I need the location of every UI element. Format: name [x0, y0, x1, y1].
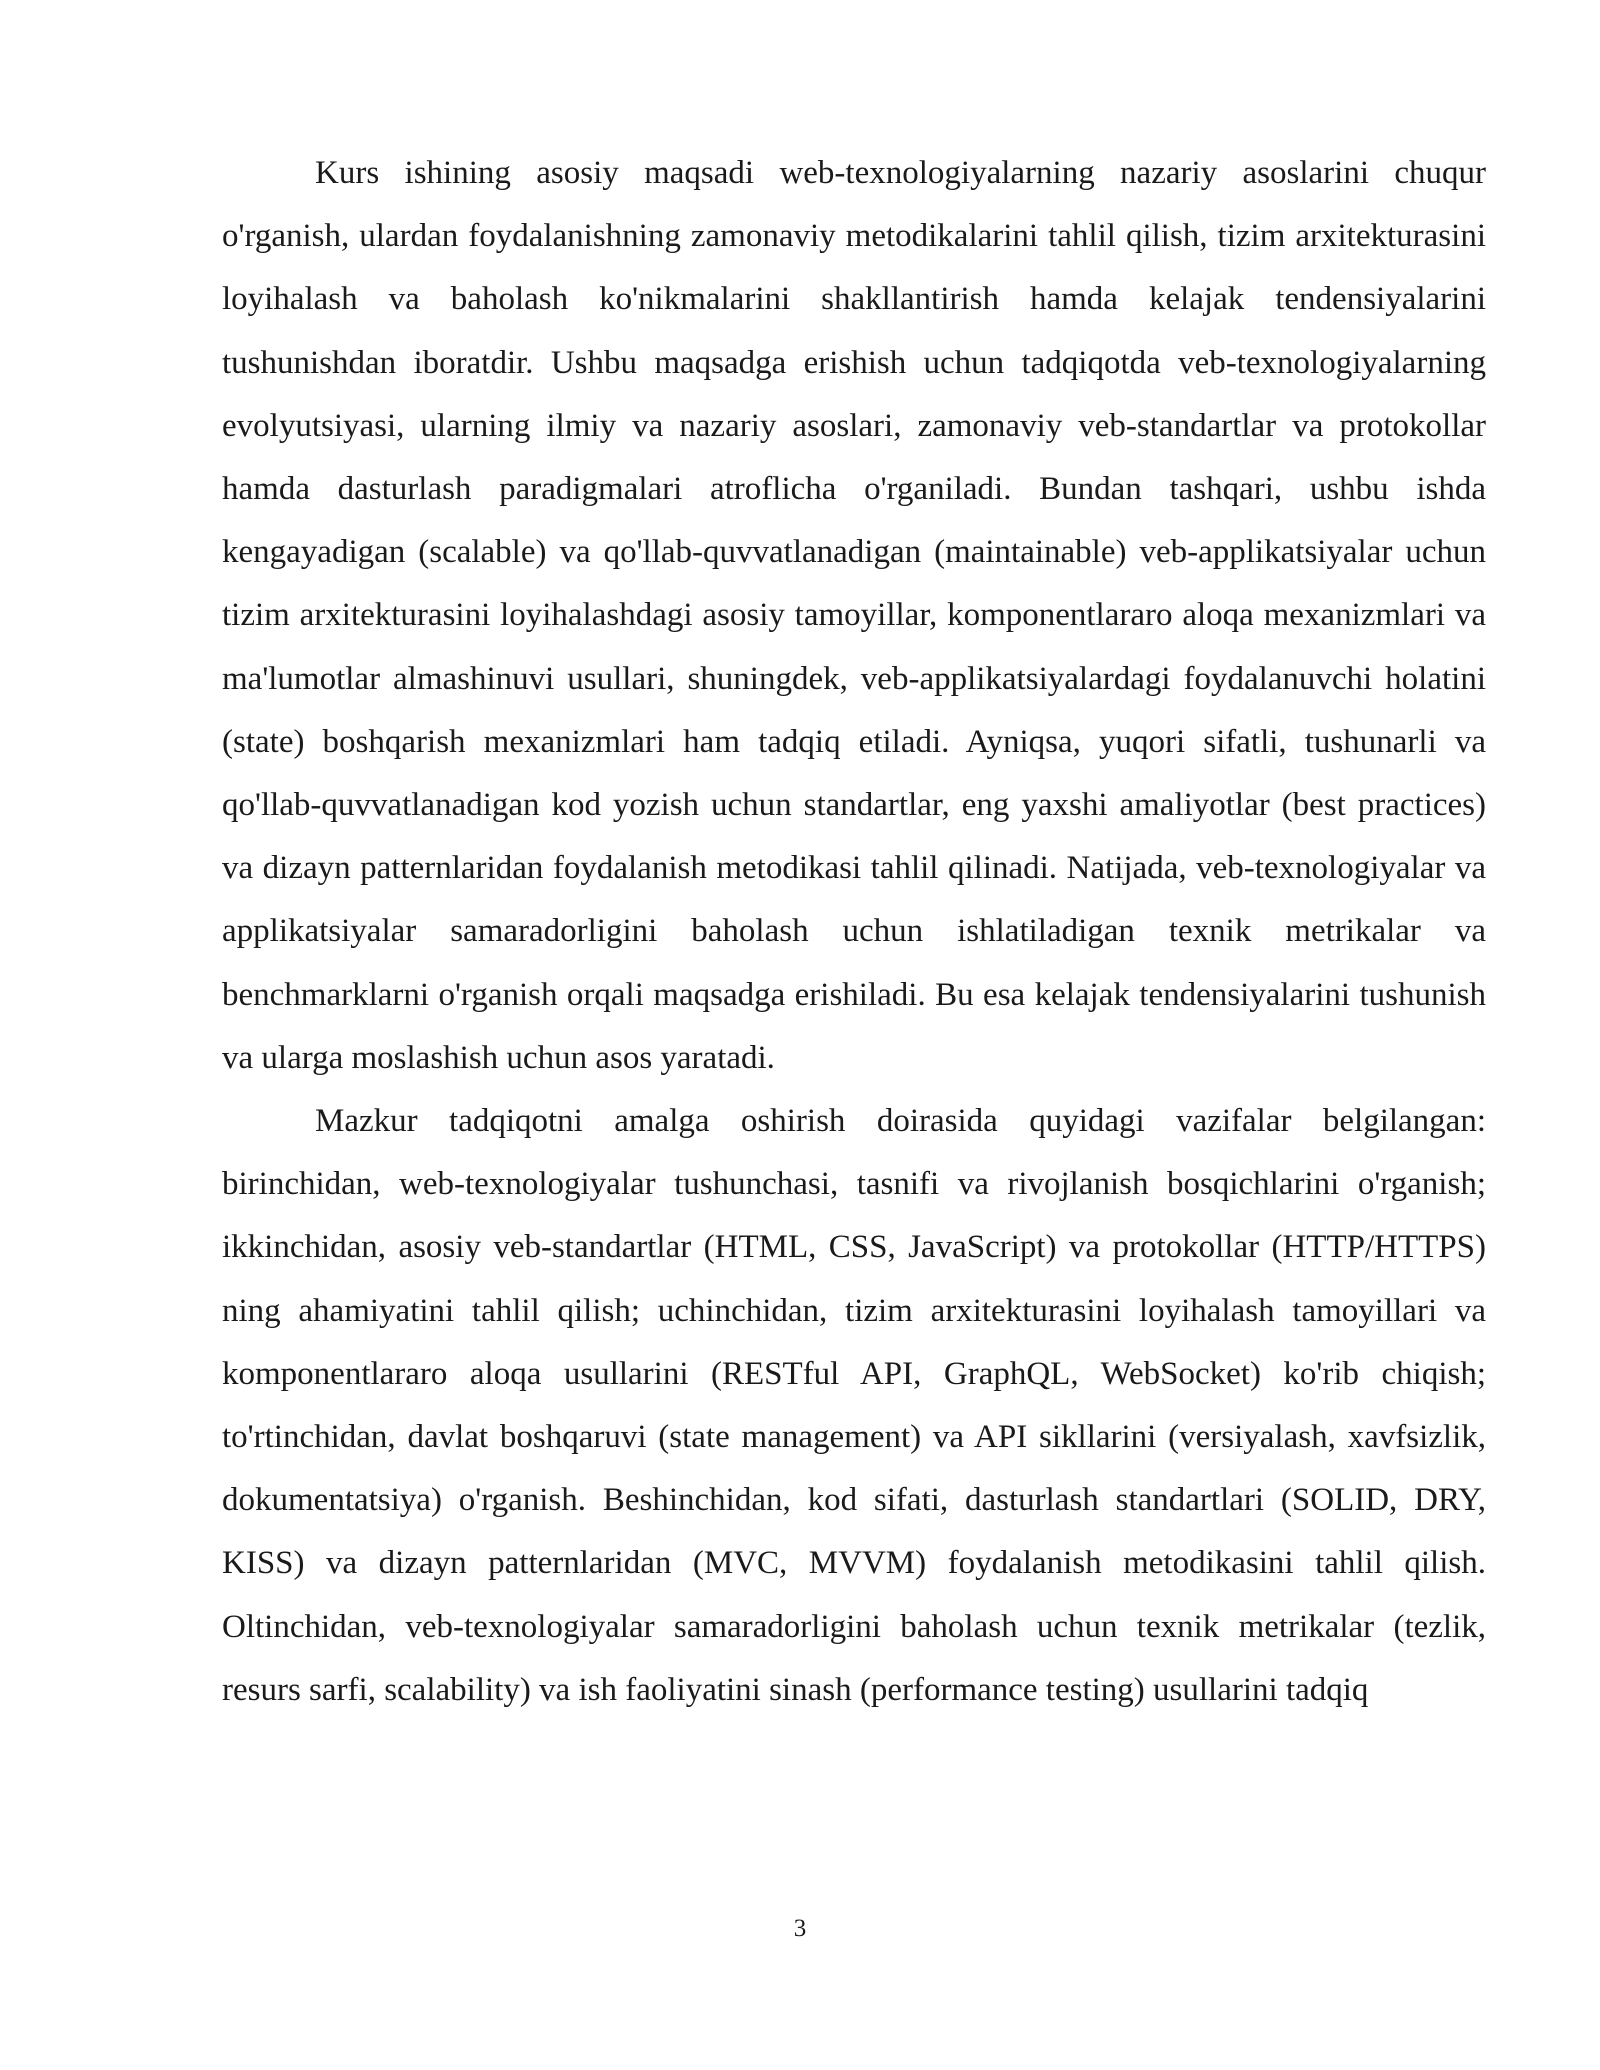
paragraph-goal: Kurs ishining asosiy maqsadi web-texnologiyalarning nazariy asoslarini chuqur o'rganish, ulardan foydalanishning zamonaviy metodikalarini tahlil qilish, tizim arxitekturasini loyihalash va baholash ko'nikmalarini shakllantirish hamda kelajak tendensiyalarini tushunishdan iboratdir. Ushbu maqsadga erishish uchun tadqiqotda veb-texnologiyalarning evolyutsiyasi, ularning ilmiy va nazariy asoslari, zamonaviy veb-standartlar va protokollar hamda dasturlash paradigmalari atroflicha o'rganiladi. Bundan tashqari, ushbu ishda kengayadigan (scalable) va qo'llab-quvvatlanadigan (maintainable) veb-applikatsiyalar uchun tizim arxitekturasini loyihalashdagi asosiy tamoyillar, komponentlararo aloqa mexanizmlari va ma'lumotlar almashinuvi usullari, shuningdek, veb-applikatsiyalardagi foydalanuvchi holatini (state) boshqarish mexanizmlari ham tadqiq etiladi. Ayniqsa, yuqori sifatli, tushunarli va qo'llab-quvvatlanadigan kod yozish uchun standartlar, eng yaxshi amaliyotlar (best practices) va dizayn patternlaridan foydalanish metodikasi tahlil qilinadi. Natijada, veb-texnologiyalar va applikatsiyalar samaradorligini baholash uchun ishlatiladigan texnik metrikalar va benchmarklarni o'rganish orqali maqsadga erishiladi. Bu esa kelajak tendensiyalarini tushunish va ularga moslashish uchun asos yaratadi. — [222, 155, 1486, 1076]
page-number: 3 — [793, 1915, 807, 1942]
body-text — [222, 142, 1486, 1722]
paragraph-tasks: Mazkur tadqiqotni amalga oshirish doirasida quyidagi vazifalar belgilangan: birinchidan, web-texnologiyalar tushunchasi, tasnifi va rivojlanish bosqichlarini o'rganish; ikkinchidan, asosiy veb-standartlar (HTML, CSS, JavaScript) va protokollar (HTTP/HTTPS) ning ahamiyatini tahlil qilish; uchinchidan, tizim arxitekturasini loyihalash tamoyillari va komponentlararo aloqa usullarini (RESTful API, GraphQL, WebSocket) ko'rib chiqish; to'rtinchidan, davlat boshqaruvi (state management) va API sikllarini (versiyalash, xavfsizlik, dokumentatsiya) o'rganish. Beshinchidan, kod sifati, dasturlash standartlari (SOLID, DRY, KISS) va dizayn patternlaridan (MVC, MVVM) foydalanish metodikasini tahlil qilish. Oltinchidan, veb-texnologiyalar samaradorligini baholash uchun texnik metrikalar (tezlik, resurs sarfi, scalability) va ish faoliyatini sinash (performance testing) usullarini tadqiq — [222, 1103, 1486, 1708]
